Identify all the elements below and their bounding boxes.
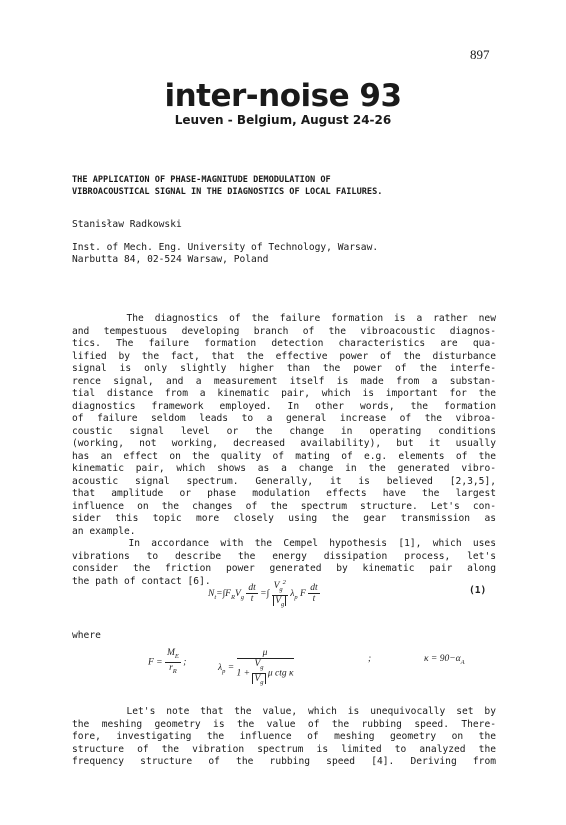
text-line: frequency structure of the rubbing speed [4]. Deriving from: [72, 756, 496, 767]
text-line: sider this topic more closely using the gear transmission as: [72, 513, 496, 524]
text-line: The diagnostics of the failure formation is a rather new: [72, 313, 496, 324]
text-line: the meshing geometry is the value of the rubbing speed. There-: [72, 718, 496, 730]
text-line: that amplitude or phase modulation effects have the largest: [72, 488, 496, 499]
paragraph-rubbing: [72, 706, 496, 769]
semicolon: ;: [368, 654, 372, 664]
conference-logo: inter-noise 93: [164, 78, 402, 114]
fraction: $\frac{V_g^2}{V_g}$: [273, 579, 286, 608]
text-line: has an effect on the quality of mating of e.g. elements of the: [72, 450, 496, 462]
fraction: $\frac{M_E}{r_R}$: [166, 648, 179, 675]
text-line: consider the friction power generated by kinematic pair along: [72, 563, 496, 574]
author-affiliation: [72, 242, 378, 266]
text-line: tics. The failure formation detection characteristics are qua-: [72, 338, 496, 349]
text-line: structure of the vibration spectrum is limited to analyzed the: [72, 743, 496, 755]
text-line: tial distance from a kinematic pair, which is important for the: [72, 388, 496, 399]
text-line: vibrations to describe the energy dissipation process, let's: [72, 550, 496, 562]
text-line: an example.: [72, 525, 136, 537]
affiliation-line: Inst. of Mech. Eng. University of Technology, Warsaw.: [72, 242, 379, 253]
text-line: and tempestuous developing branch of the vibroacoustic diagnos-: [72, 325, 496, 337]
text-line: influence on the changes of the spectrum structure. Let's con-: [72, 500, 496, 512]
fraction: $\frac{dt}{t}$: [248, 582, 256, 604]
text-line: diagnostics framework employed. In other words, the formation: [72, 400, 496, 412]
text-line: In accordance with the Cempel hypothesis [1], which uses: [72, 538, 496, 549]
fraction: μ 1 + $\frac{V_g}{V_g}$ μ ctg κ: [236, 648, 294, 686]
equation-number: (1): [469, 585, 487, 596]
page-number: 897: [470, 47, 490, 62]
text-line: coustic signal level or the change in operating conditions: [72, 425, 496, 437]
equation-1: $N_t=\int F_RV_g$ $\frac{dt}{t}$ =∫ $\frac{V_g^2}{V_g}$ $\lambda_p$ F $\frac{dt}{t}$: [208, 579, 318, 608]
title-line: VIBROACOUSTICAL SIGNAL IN THE DIAGNOSTICS OF LOCAL FAILURES.: [72, 187, 383, 197]
text-line: (working, not working, decreased availability), but it usually: [72, 438, 496, 449]
text-line: the path of contact [6].: [72, 575, 211, 587]
text-line: kinematic pair, which shows as a change in the generated vibro-: [72, 463, 496, 474]
title-line: THE APPLICATION OF PHASE-MAGNITUDE DEMODULATION OF: [72, 175, 331, 185]
text-line: of failure seldom leads to a general increase of the vibroa-: [72, 413, 496, 424]
fraction: $\frac{dt}{t}$: [310, 582, 318, 604]
paper-title: [72, 174, 522, 198]
text-line: fore, investigating the influence of meshing geometry on the: [72, 731, 496, 742]
definition-f: F = $\frac{M_E}{r_R}$ ;: [148, 648, 187, 675]
definition-lambda: $\lambda_p$ = μ 1 + $\frac{V_g}{V_g}$ μ ctg κ: [218, 648, 294, 686]
conference-location: Leuven - Belgium, August 24-26: [174, 113, 392, 127]
where-label: where: [72, 630, 101, 641]
author-name: Stanisław Radkowski: [72, 219, 182, 230]
text-line: lified by the fact, that the effective power of the disturbance: [72, 350, 496, 362]
affiliation-line: Narbutta 84, 02-524 Warsaw, Poland: [72, 254, 269, 265]
definition-kappa: $\kappa = 90-\alpha_A$: [424, 654, 465, 666]
fraction: $\frac{V_g}{V_g}$: [254, 659, 264, 686]
text-line: Let's note that the value, which is unequivocally set by: [72, 706, 496, 717]
text-line: acoustic signal spectrum. Generally, it is believed [2,3,5],: [72, 475, 496, 487]
text-line: rence signal, and a measurement itself is made from a substan-: [72, 375, 496, 387]
paragraph-intro: [72, 313, 496, 588]
text-line: signal is only slightly higher than the power of the interfe-: [72, 363, 496, 374]
